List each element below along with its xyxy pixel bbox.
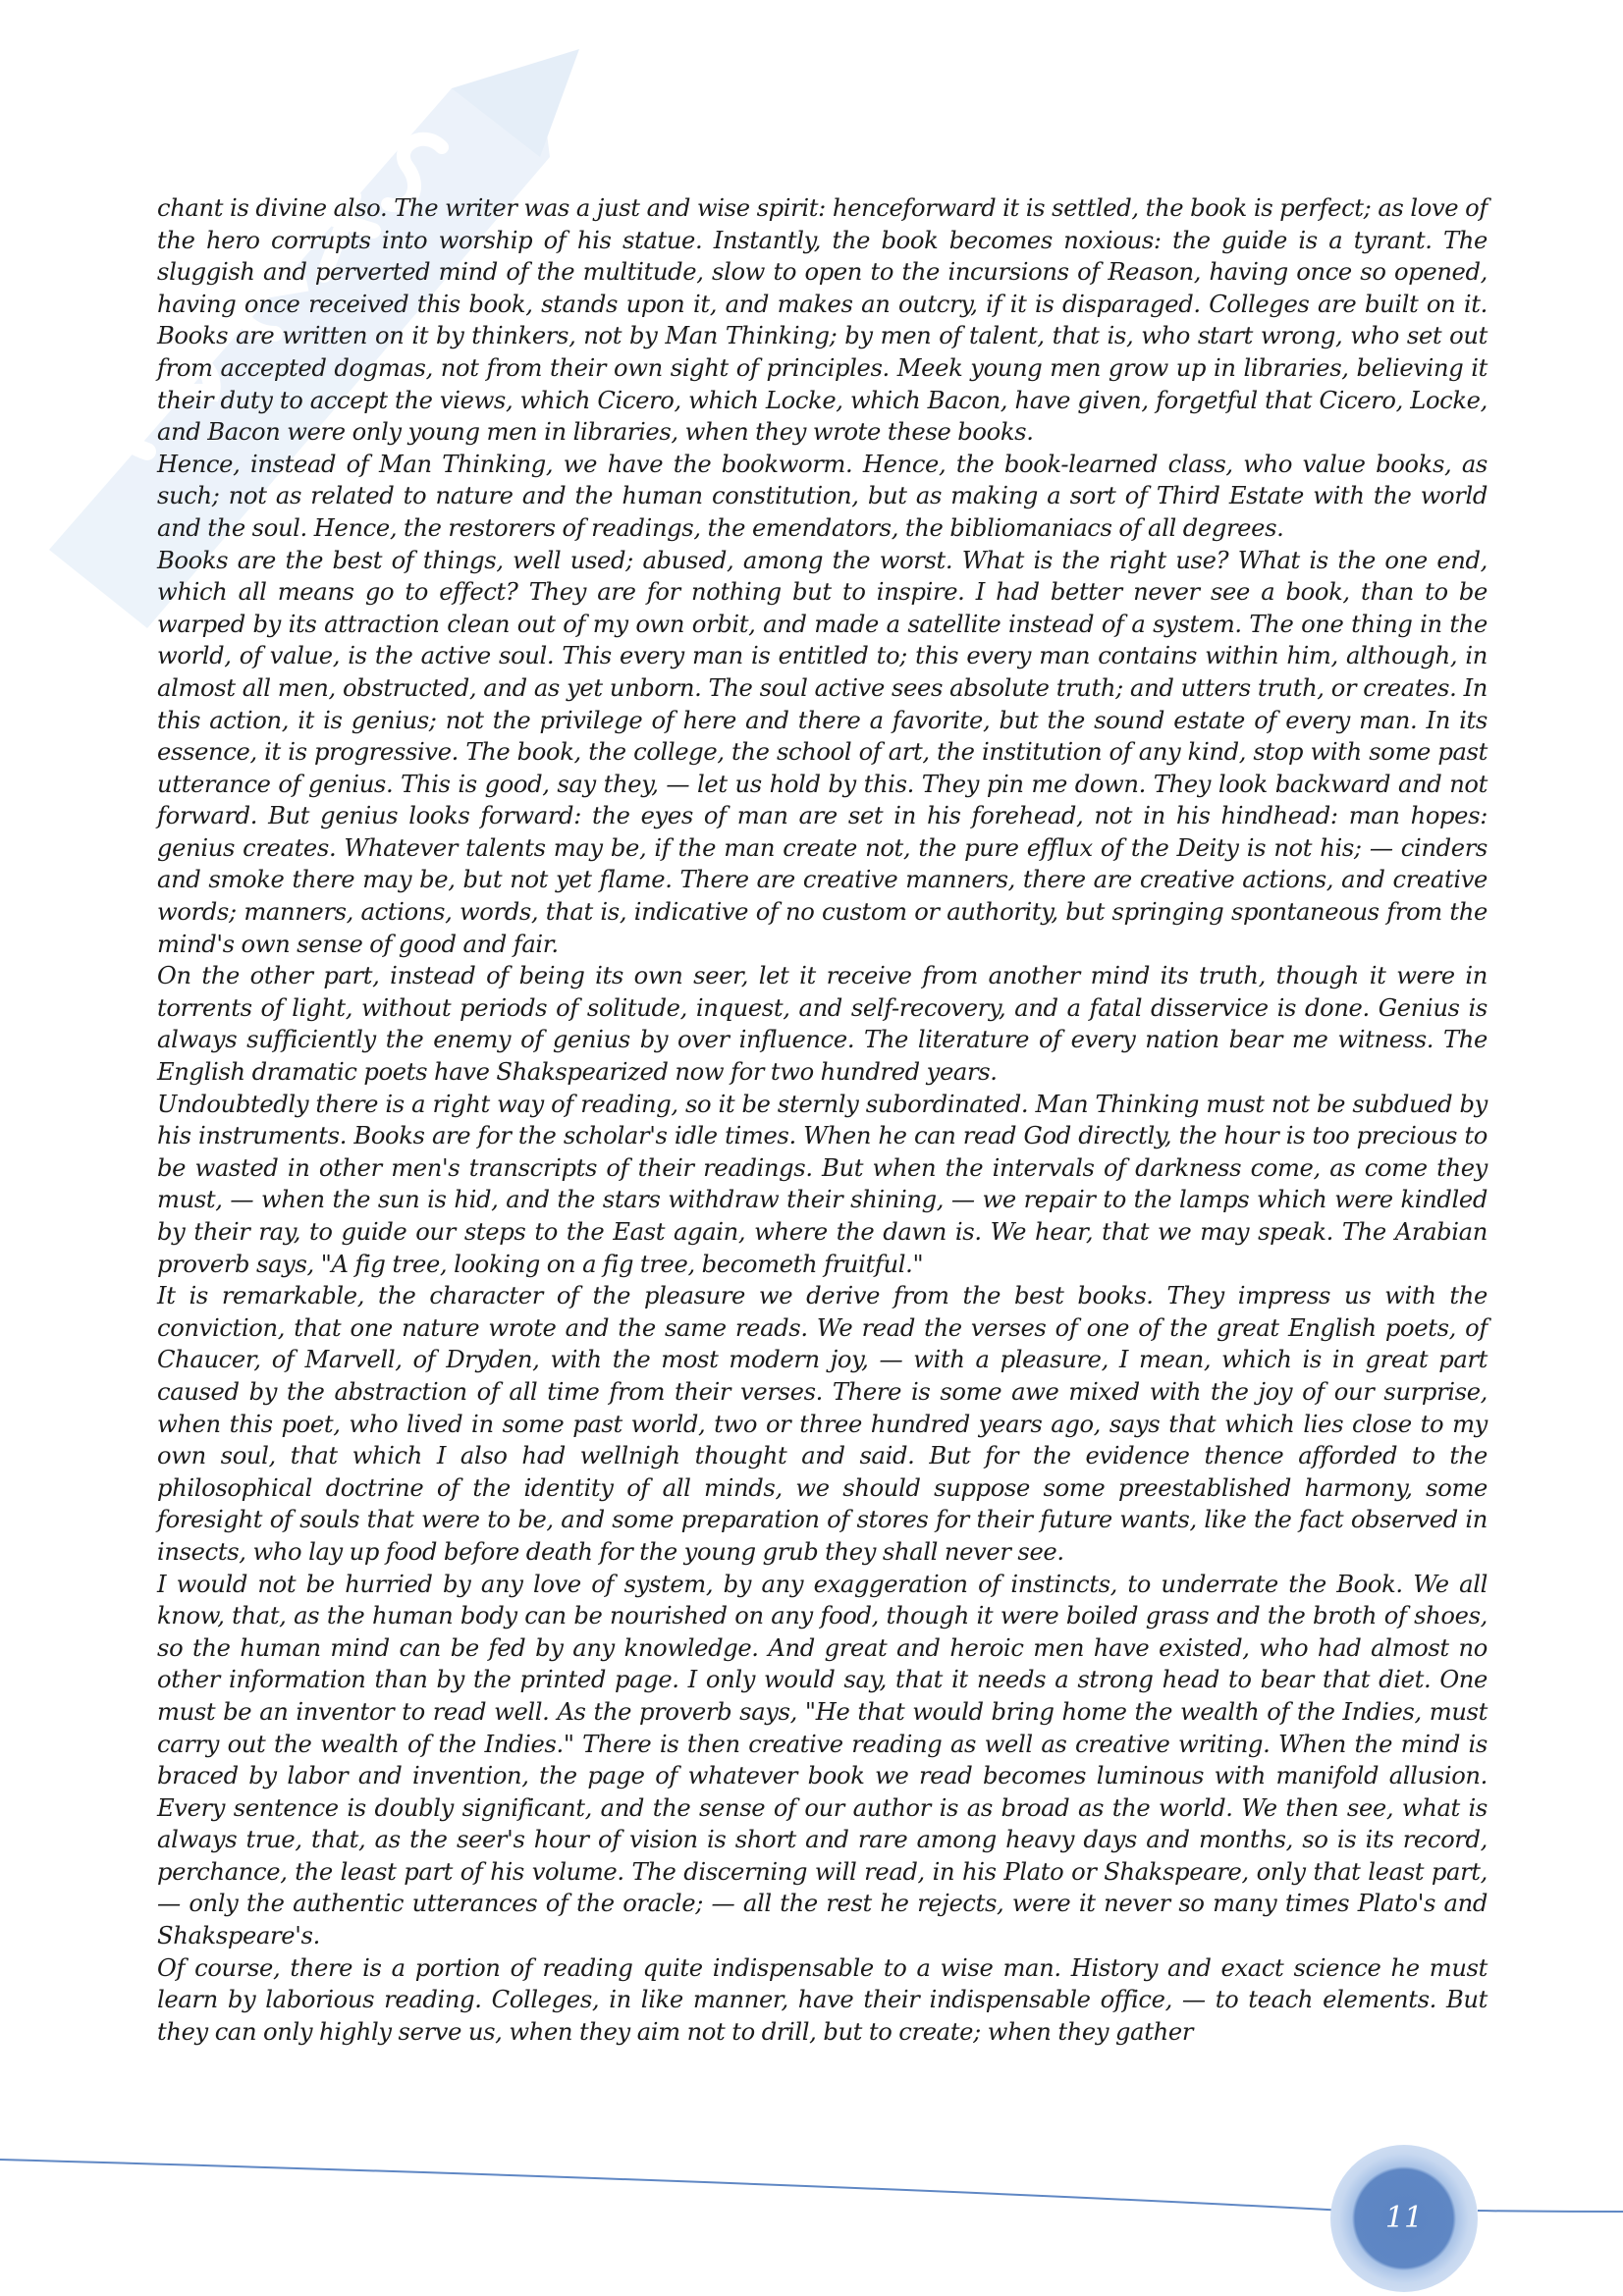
page-body <box>157 192 1488 2048</box>
page-number-badge <box>1330 2145 1478 2292</box>
paragraph: Of course, there is a portion of reading quite indispensable to a wise man. History and exact science he must learn by laborious reading. Colleges, in like manner, have their indispensable office, — to teach elements. But they can only highly serve us, when they aim not to drill, but to create; when they gather <box>157 1953 1488 2046</box>
paragraph: chant is divine also. The writer was a just and wise spirit: henceforward it is settled, the book is perfect; as love of the hero corrupts into worship of his statue. Instantly, the book becomes noxious: the guide is a tyrant. The sluggish and perverted mind of the multitude, slow to open to the incursions of Reason, having once so opened, having once received this book, stands upon it, and makes an outcry, if it is disparaged. Colleges are built on it. Books are written on it by thinkers, not by Man Thinking; by men of talent, that is, who start wrong, who set out from accepted dogmas, not from their own sight of principles. Meek young men grow up in libraries, believing it their duty to accept the views, which Cicero, which Locke, which Bacon, have given, forgetful that Cicero, Locke, and Bacon were only young men in libraries, when they wrote these books. <box>157 194 1488 447</box>
paragraph: I would not be hurried by any love of system, by any exaggeration of instincts, to underrate the Book. We all know, that, as the human body can be nourished on any food, though it were boiled grass and the broth of shoes, so the human mind can be fed by any knowledge. And great and heroic men have existed, who had almost no other information than by the printed page. I only would say, that it needs a strong head to bear that diet. One must be an inventor to read well. As the proverb says, "He that would bring home the wealth of the Indies, must carry out the wealth of the Indies." There is then creative reading as well as creative writing. When the mind is braced by labor and invention, the page of whatever book we read becomes luminous with manifold allusion. Every sentence is doubly significant, and the sense of our author is as broad as the world. We then see, what is always true, that, as the seer's hour of vision is short and rare among heavy days and months, so is its record, perchance, the least part of his volume. The discerning will read, in his Plato or Shakspeare, only that least part, — only the authentic utterances of the oracle; — all the rest he rejects, were it never so many times Plato's and Shakspeare's. <box>157 1570 1488 1950</box>
paragraph: It is remarkable, the character of the pleasure we derive from the best books. They impress us with the conviction, that one nature wrote and the same reads. We read the verses of one of the great English poets, of Chaucer, of Marvell, of Dryden, with the most modern joy, — with a pleasure, I mean, which is in great part caused by the abstraction of all time from their verses. There is some awe mixed with the joy of our surprise, when this poet, who lived in some past world, two or three hundred years ago, says that which lies close to my own soul, that which I also had wellnigh thought and said. But for the evidence thence afforded to the philosophical doctrine of the identity of all minds, we should suppose some preestablished harmony, some foresight of souls that were to be, and some preparation of stores for their future wants, like the fact observed in insects, who lay up food before death for the young grub they shall never see. <box>157 1282 1488 1566</box>
paragraph: On the other part, instead of being its own seer, let it receive from another mind its truth, though it were in torrents of light, without periods of solitude, inquest, and self-recovery, and a fatal disservice is done. Genius is always sufficiently the enemy of genius by over influence. The literature of every nation bear me witness. The English dramatic poets have Shakspearized now for two hundred years. <box>157 962 1488 1087</box>
page-number: 11 <box>1384 2201 1424 2235</box>
watermark-pen-nib <box>452 49 579 157</box>
paragraph: Books are the best of things, well used; abused, among the worst. What is the right use? What is the one end, which all means go to effect? They are for nothing but to inspire. I had better never see a book, than to be warped by its attraction clean out of my own orbit, and made a satellite instead of a system. The one thing in the world, of value, is the active soul. This every man is entitled to; this every man contains within him, although, in almost all men, obstructed, and as yet unborn. The soul active sees absolute truth; and utters truth, or creates. In this action, it is genius; not the privilege of here and there a favorite, but the sound estate of every man. In its essence, it is progressive. The book, the college, the school of art, the institution of any kind, stop with some past utterance of genius. This is good, say they, — let us hold by this. They pin me down. They look backward and not forward. But genius looks forward: the eyes of man are set in his forehead, not in his hindhead: man hopes: genius creates. Whatever talents may be, if the man create not, the pure efflux of the Deity is not his; — cinders and smoke there may be, but not yet flame. There are creative manners, there are creative actions, and creative words; manners, actions, words, that is, indicative of no custom or authority, but springing spontaneous from the mind's own sense of good and fair. <box>157 546 1488 958</box>
paragraph: Undoubtedly there is a right way of reading, so it be sternly subordinated. Man Thinking must not be subdued by his instruments. Books are for the scholar's idle times. When he can read God directly, the hour is too precious to be wasted in other men's transcripts of their readings. But when the intervals of darkness come, as come they must, — when the sun is hid, and the stars withdraw their shining, — we repair to the lamps which were kindled by their ray, to guide our steps to the East again, where the dawn is. We hear, that we may speak. The Arabian proverb says, "A fig tree, looking on a fig tree, becometh fruitful." <box>157 1090 1488 1278</box>
footer-curve-line <box>0 2160 1345 2211</box>
footer-curve-line <box>1478 2211 1623 2212</box>
paragraph: Hence, instead of Man Thinking, we have the bookworm. Hence, the book-learned class, who value books, as such; not as related to nature and the human constitution, but as making a sort of Third Estate with the world and the soul. Hence, the restorers of readings, the emendators, the bibliomaniacs of all degrees. <box>157 450 1488 542</box>
